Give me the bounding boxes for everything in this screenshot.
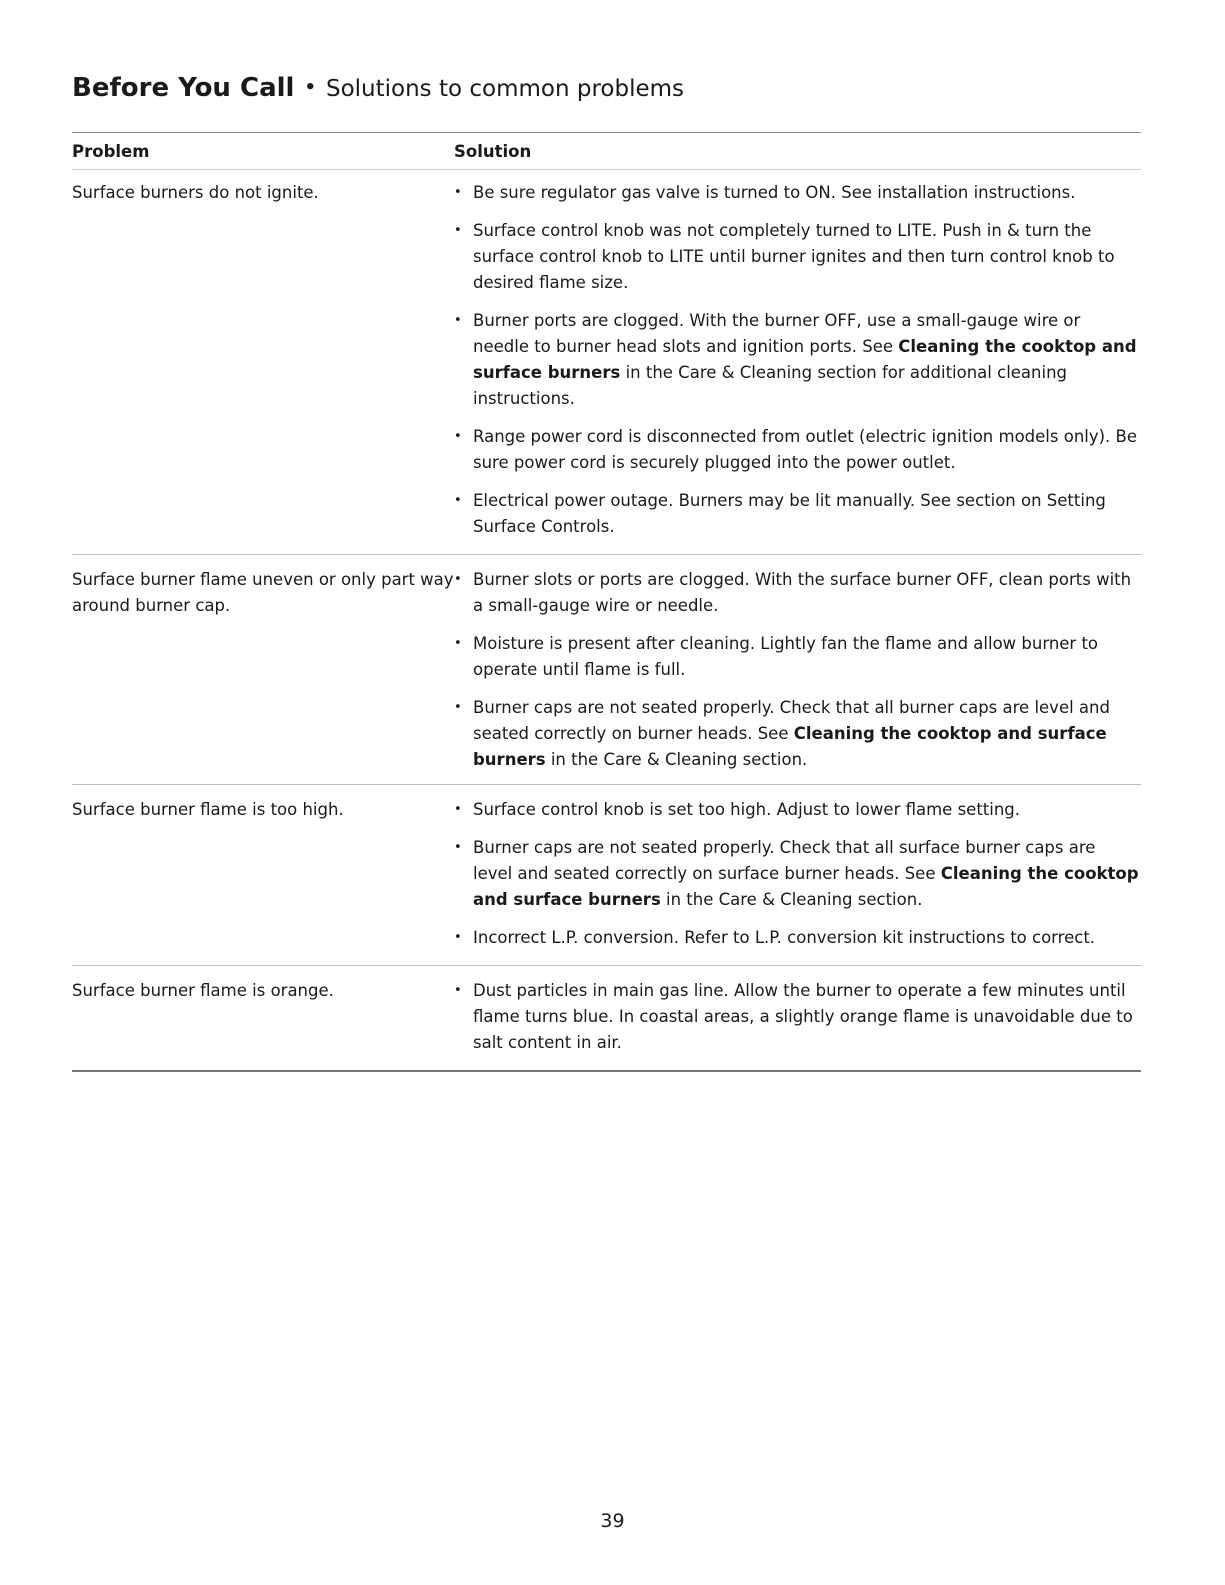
solution-list — [454, 567, 1141, 773]
page-title-main: Before You Call — [72, 73, 295, 103]
solution-item: • Burner ports are clogged. With the burner OFF, use a small-gauge wire or needle to burner head slots and ignition ports. See Cleaning the cooktop and surface burners in the Care & Cleaning section for additional cleaning instructions. — [454, 308, 1141, 412]
solution-list — [454, 180, 1141, 540]
solution-item: • Surface control knob was not completely turned to LITE. Push in & turn the surface control knob to LITE until burner ignites and then turn control knob to desired flame size. — [454, 218, 1141, 296]
problem-cell: Surface burners do not ignite. — [72, 183, 319, 202]
page-subtitle: Solutions to common problems — [325, 76, 684, 102]
solution-list — [454, 978, 1141, 1056]
solution-item: • Moisture is present after cleaning. Lightly fan the flame and allow burner to operate until flame is full. — [454, 631, 1141, 683]
solution-item: • Be sure regulator gas valve is turned to ON. See installation instructions. — [454, 180, 1141, 206]
table-header — [72, 133, 1141, 170]
problem-cell: Surface burner flame uneven or only part way around burner cap. — [72, 570, 454, 615]
problem-cell: Surface burner flame is orange. — [72, 981, 334, 1000]
solution-list — [454, 797, 1141, 951]
solution-item: • Burner slots or ports are clogged. With the surface burner OFF, clean ports with a small-gauge wire or needle. — [454, 567, 1141, 619]
title-separator: • — [304, 77, 316, 98]
solution-item: • Dust particles in main gas line. Allow the burner to operate a few minutes until flame turns blue. In coastal areas, a slightly orange flame is unavoidable due to salt content in air. — [454, 978, 1141, 1056]
problem-cell: Surface burner flame is too high. — [72, 800, 344, 819]
table-row — [72, 784, 1141, 965]
bold-reference: Cleaning the cooktop and surface burners — [473, 724, 1107, 769]
page-number: 39 — [600, 1510, 625, 1532]
troubleshooting-table — [72, 132, 1141, 1072]
solution-item: • Burner caps are not seated properly. Check that all burner caps are level and seated correctly on burner heads. See Cleaning the cooktop and surface burners in the Care & Cleaning section. — [454, 695, 1141, 773]
page-title — [72, 70, 684, 109]
table-row — [72, 554, 1141, 784]
table-row — [72, 170, 1141, 554]
solution-item: • Electrical power outage. Burners may be lit manually. See section on Setting Surface Controls. — [454, 488, 1141, 540]
solution-item: • Incorrect L.P. conversion. Refer to L.P. conversion kit instructions to correct. — [454, 925, 1141, 951]
solution-item: • Surface control knob is set too high. Adjust to lower flame setting. — [454, 797, 1141, 823]
solution-item: • Burner caps are not seated properly. Check that all surface burner caps are level and seated correctly on surface burner heads. See Cleaning the cooktop and surface burners in the Care & Cleaning section. — [454, 835, 1141, 913]
table-row — [72, 965, 1141, 1070]
bold-reference: Cleaning the cooktop and surface burners — [473, 864, 1139, 909]
column-header-problem: Problem — [72, 142, 150, 161]
bold-reference: Cleaning the cooktop and surface burners — [473, 337, 1137, 382]
solution-item: • Range power cord is disconnected from outlet (electric ignition models only). Be sure power cord is securely plugged into the power outlet. — [454, 424, 1141, 476]
column-header-solution: Solution — [454, 142, 532, 161]
